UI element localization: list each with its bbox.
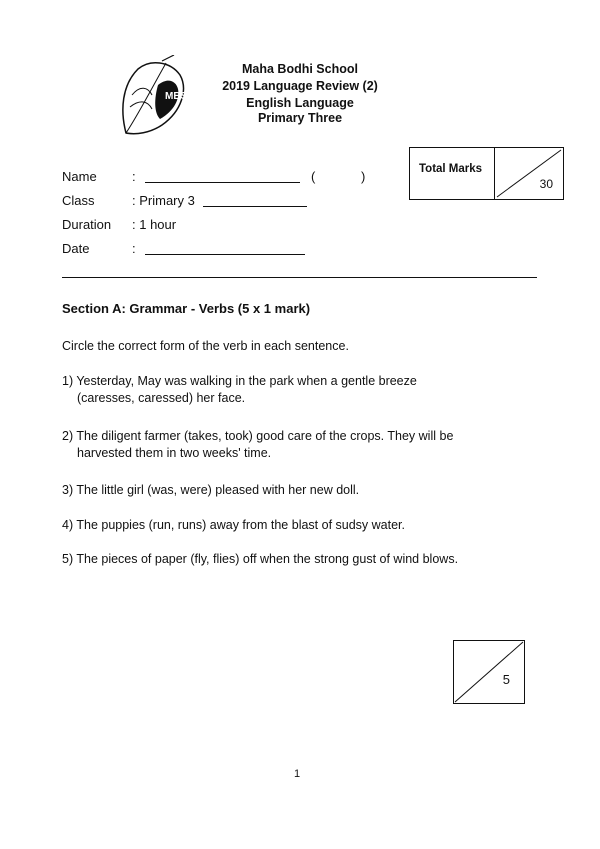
question-2-line2: harvested them in two weeks' time.: [77, 446, 272, 460]
question-1: [62, 373, 532, 407]
question-4-line1: 4) The puppies (run, runs) away from the blast of sudsy water.: [62, 518, 405, 532]
question-4: [62, 517, 532, 534]
school-logo-icon: [118, 55, 188, 137]
name-label: Name: [62, 169, 97, 184]
name-field[interactable]: [145, 182, 300, 183]
level-title: Primary Three: [257, 111, 343, 125]
class-value: : Primary 3: [132, 193, 195, 208]
class-label: Class: [62, 193, 95, 208]
question-1-line2: (caresses, caressed) her face.: [77, 391, 246, 405]
logo-text: MBS: [165, 91, 188, 102]
date-colon: :: [132, 241, 136, 256]
question-2: [62, 428, 532, 462]
question-2-line1: 2) The diligent farmer (takes, took) good care of the crops. They will be: [62, 429, 454, 443]
index-paren-close: ): [361, 169, 366, 184]
date-field[interactable]: [145, 254, 305, 255]
exam-title: 2019 Language Review (2): [222, 79, 378, 93]
duration-value: : 1 hour: [132, 217, 177, 232]
page-number: 1: [294, 768, 301, 780]
duration-label: Duration: [62, 217, 112, 232]
question-1-line1: 1) Yesterday, May was walking in the park when a gentle breeze: [62, 374, 417, 388]
score-diagonal-icon: [454, 641, 524, 703]
index-paren-open: (: [311, 169, 316, 184]
section-instruction: Circle the correct form of the verb in each sentence.: [62, 339, 349, 353]
section-score-total: 5: [502, 672, 510, 687]
total-marks-label-cell: [410, 148, 495, 199]
total-marks-label: Total Marks: [419, 163, 483, 175]
name-colon: :: [132, 169, 136, 184]
question-3: [62, 482, 532, 499]
class-field[interactable]: [203, 206, 307, 207]
school-name: Maha Bodhi School: [242, 62, 358, 76]
header-divider: [62, 277, 537, 278]
marks-diagonal-icon: [495, 148, 563, 199]
date-label: Date: [62, 241, 90, 256]
question-5-line1: 5) The pieces of paper (fly, flies) off when the strong gust of wind blows.: [62, 552, 459, 566]
total-marks-box: [409, 147, 564, 200]
subject-title: English Language: [246, 96, 354, 110]
section-score-box: [453, 640, 525, 704]
question-5: [62, 551, 532, 568]
total-marks-value: 30: [539, 177, 553, 191]
section-title: Section A: Grammar - Verbs (5 x 1 mark): [62, 301, 311, 316]
question-3-line1: 3) The little girl (was, were) pleased with her new doll.: [62, 483, 360, 497]
